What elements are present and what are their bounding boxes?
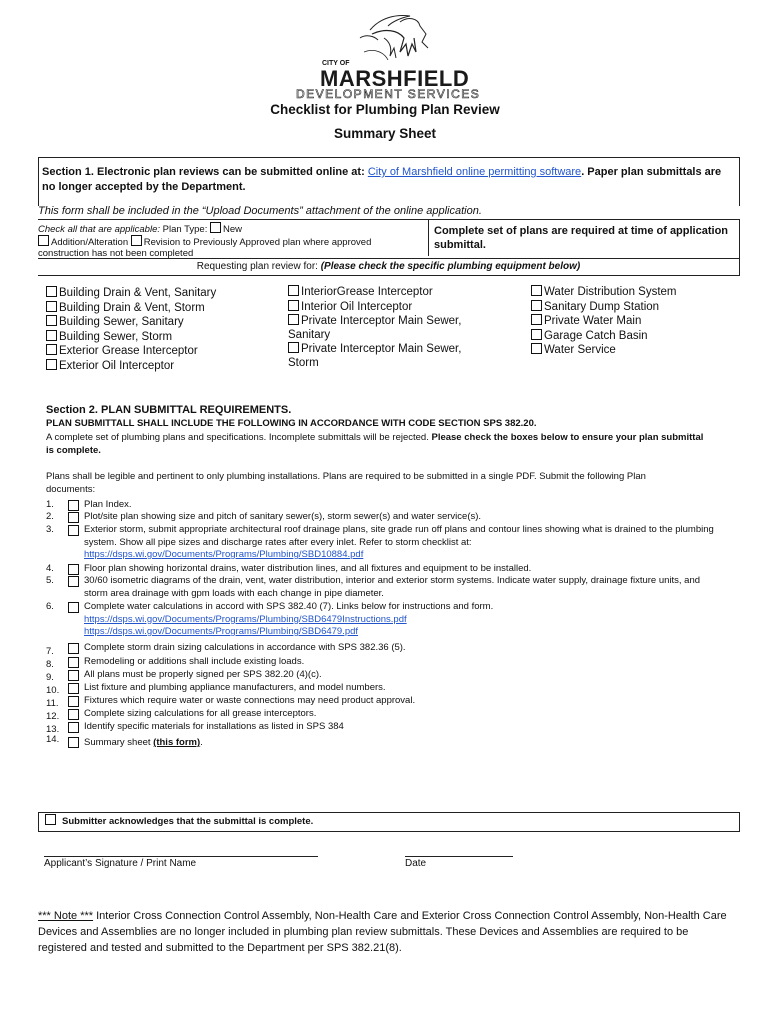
checkbox[interactable] bbox=[288, 314, 299, 325]
checkbox[interactable] bbox=[46, 301, 57, 312]
equipment-item[interactable]: Private Water Main bbox=[531, 314, 677, 329]
checkbox[interactable] bbox=[68, 657, 79, 668]
equipment-item[interactable]: Interior Oil Interceptor bbox=[288, 300, 488, 315]
equipment-item[interactable]: Water Distribution System bbox=[531, 285, 677, 300]
equipment-col-3 bbox=[531, 285, 677, 358]
equipment-item[interactable]: Garage Catch Basin bbox=[531, 329, 677, 344]
list-item: 1. Plan Index. bbox=[46, 499, 132, 510]
checkbox[interactable] bbox=[68, 602, 79, 613]
list-item: 7. Complete storm drain sizing calculations in accordance with SPS 382.36 (5). bbox=[46, 642, 406, 657]
city-logo bbox=[296, 8, 481, 101]
list-item: 12. Complete sizing calculations for all grease interceptors. bbox=[46, 708, 317, 722]
checkbox[interactable] bbox=[68, 500, 79, 511]
equipment-item[interactable]: Building Drain & Vent, Storm bbox=[46, 301, 216, 316]
logo-name: MARSHFIELD bbox=[320, 66, 470, 91]
storm-checklist-link[interactable]: https://dsps.wi.gov/Documents/Programs/Plumbing/SBD10884.pdf bbox=[84, 549, 364, 560]
equipment-item[interactable]: Exterior Grease Interceptor bbox=[46, 344, 216, 359]
checkbox[interactable] bbox=[288, 285, 299, 296]
list-item: 14. Summary sheet (this form). bbox=[46, 734, 203, 748]
equipment-item[interactable]: Water Service bbox=[531, 343, 677, 358]
list-item: 11. Fixtures which require water or waste connections may need product approval. bbox=[46, 695, 416, 709]
equipment-item-cont: Sanitary bbox=[288, 328, 331, 341]
list-item: 13. Identify specific materials for installations as listed in SPS 384 bbox=[46, 721, 344, 735]
page-title: Checklist for Plumbing Plan Review bbox=[270, 102, 500, 117]
equipment-item[interactable]: Private Interceptor Main Sewer, bbox=[288, 342, 488, 357]
checkbox[interactable] bbox=[68, 512, 79, 523]
checkbox[interactable] bbox=[68, 709, 79, 720]
equipment-item[interactable]: Building Sewer, Sanitary bbox=[46, 315, 216, 330]
submitter-checkbox[interactable] bbox=[45, 814, 56, 825]
plans-instructions: Plans shall be legible and pertinent to only plumbing installations. Plans are required to be submitted in a single PDF. Submit the following Plan documents: bbox=[46, 471, 646, 495]
logo-subtitle: DEVELOPMENT SERVICES bbox=[296, 87, 481, 101]
checkbox[interactable] bbox=[68, 564, 79, 575]
list-item: 4. Floor plan showing horizontal drains, water distribution lines, and all fixtures and equipment to be installed. bbox=[46, 563, 532, 574]
instructions-link[interactable]: https://dsps.wi.gov/Documents/Programs/Plumbing/SBD6479Instructions.pdf bbox=[84, 613, 407, 625]
checkbox[interactable] bbox=[531, 343, 542, 354]
date-label: Date bbox=[405, 858, 427, 869]
checkbox[interactable] bbox=[531, 329, 542, 340]
equipment-item-cont: Storm bbox=[288, 356, 319, 369]
checkbox[interactable] bbox=[531, 314, 542, 325]
checkbox[interactable] bbox=[68, 696, 79, 707]
page-subtitle: Summary Sheet bbox=[333, 126, 437, 141]
equipment-item[interactable]: Private Interceptor Main Sewer, bbox=[288, 314, 488, 329]
checkbox[interactable] bbox=[288, 300, 299, 311]
checkbox[interactable] bbox=[46, 359, 57, 370]
revision-checkbox[interactable] bbox=[131, 235, 142, 246]
complete-set-note: Complete set of plans are required at time of application submittal. bbox=[428, 220, 738, 256]
equipment-item[interactable]: Sanitary Dump Station bbox=[531, 300, 677, 315]
list-item: 2. Plot/site plan showing size and pitch of sanitary sewer(s), storm sewer(s) and water service(s). bbox=[46, 511, 482, 522]
plan-type-options: Check all that are applicable: Plan Type: New Addition/Alteration Revision to Previously Approved plan where approved construction has not been completed bbox=[38, 224, 372, 259]
checkbox[interactable] bbox=[531, 300, 542, 311]
note: *** Note *** Interior Cross Connection Control Assembly, Non-Health Care and Exterior Cross Connection Control Assembly, Non-Health Care Devices and Assemblies are no longer included in plumbing plan review submittals. These Devices and Assemblies are required to be registered and tested and submitted to the Department per SPS 382.21(8). bbox=[38, 910, 727, 954]
section1-heading: Section 1. Electronic plan reviews can be submitted online at: City of Marshfield online permitting software. Paper plan submittals are no longer accepted by the Department. bbox=[42, 166, 722, 193]
section2-subheading: PLAN SUBMITTALL SHALL INCLUDE THE FOLLOWING IN ACCORDANCE WITH CODE SECTION SPS 382.20. bbox=[46, 418, 537, 429]
list-item: 9. All plans must be properly signed per SPS 382.20 (4)(c). bbox=[46, 669, 322, 683]
checkbox[interactable] bbox=[68, 722, 79, 733]
addition-checkbox[interactable] bbox=[38, 235, 49, 246]
checkbox[interactable] bbox=[46, 286, 57, 297]
checkbox[interactable] bbox=[68, 643, 79, 654]
section1-box bbox=[38, 157, 740, 206]
equipment-item[interactable]: Building Drain & Vent, Sanitary bbox=[46, 286, 216, 301]
equipment-col-1 bbox=[46, 286, 216, 373]
checkbox[interactable] bbox=[288, 342, 299, 353]
list-item: 10. List fixture and plumbing appliance manufacturers, and model numbers. bbox=[46, 682, 386, 696]
plan-type-grid bbox=[38, 219, 740, 259]
equipment-item[interactable]: Exterior Oil Interceptor bbox=[46, 359, 216, 374]
equipment-col-2 bbox=[288, 285, 488, 370]
checkbox[interactable] bbox=[68, 683, 79, 694]
submitter-row: Submitter acknowledges that the submittal is complete. bbox=[38, 812, 740, 832]
checkbox[interactable] bbox=[68, 576, 79, 587]
logo-city-of: CITY OF bbox=[322, 60, 350, 67]
bird-logo-icon bbox=[300, 8, 470, 68]
requesting-row: Requesting plan review for: (Please check the specific plumbing equipment below) bbox=[38, 258, 740, 276]
checkbox[interactable] bbox=[68, 670, 79, 681]
equipment-item[interactable]: InteriorGrease Interceptor bbox=[288, 285, 488, 300]
section2-heading: Section 2. PLAN SUBMITTAL REQUIREMENTS. bbox=[46, 404, 292, 416]
permitting-link[interactable]: City of Marshfield online permitting software bbox=[367, 166, 582, 178]
date-line[interactable] bbox=[405, 856, 513, 857]
equipment-item[interactable]: Building Sewer, Storm bbox=[46, 330, 216, 345]
list-item: 3. Exterior storm, submit appropriate architectural roof drainage plans, site grade run off plans and contour lines showing what is drained to the plumbing system. Show all pipe sizes and discharge rates after every inlet. Refer to storm checklist at: https://dsps.wi.gov/Documents/Programs/Plumbing/SBD10884.pdf bbox=[46, 524, 714, 560]
signature-line[interactable] bbox=[44, 856, 318, 857]
checkbox[interactable] bbox=[46, 344, 57, 355]
form-link[interactable]: https://dsps.wi.gov/Documents/Programs/Plumbing/SBD6479.pdf bbox=[84, 626, 359, 637]
list-item: 6. Complete water calculations in accord with SPS 382.40 (7). Links below for instructions and form. https://dsps.wi.gov/Documents/Programs/Plumbing/SBD6479Instructions.pdf https://dsps.wi.gov/Documents/Programs/Plumbing/SBD6479.pdf bbox=[46, 601, 494, 637]
new-checkbox[interactable] bbox=[210, 222, 221, 233]
checkbox[interactable] bbox=[68, 525, 79, 536]
checkbox[interactable] bbox=[531, 285, 542, 296]
signature-label: Applicant’s Signature / Print Name bbox=[44, 858, 197, 869]
list-item: 8. Remodeling or additions shall include existing loads. bbox=[46, 656, 305, 670]
form-note: This form shall be included in the “Upload Documents” attachment of the online application. bbox=[38, 205, 482, 217]
list-item: 5. 30/60 isometric diagrams of the drain, vent, water distribution, interior and exterior storm systems. Indicate water supply, drainage fixture units, and storm area drainage with gpm loads with each change in pipe diameter. bbox=[46, 575, 701, 599]
section2-description: A complete set of plumbing plans and specifications. Incomplete submittals will be rejected. Please check the boxes below to ensure your plan submittal is complete. bbox=[46, 432, 704, 456]
checkbox[interactable] bbox=[46, 315, 57, 326]
checkbox[interactable] bbox=[46, 330, 57, 341]
checkbox[interactable] bbox=[68, 737, 79, 748]
